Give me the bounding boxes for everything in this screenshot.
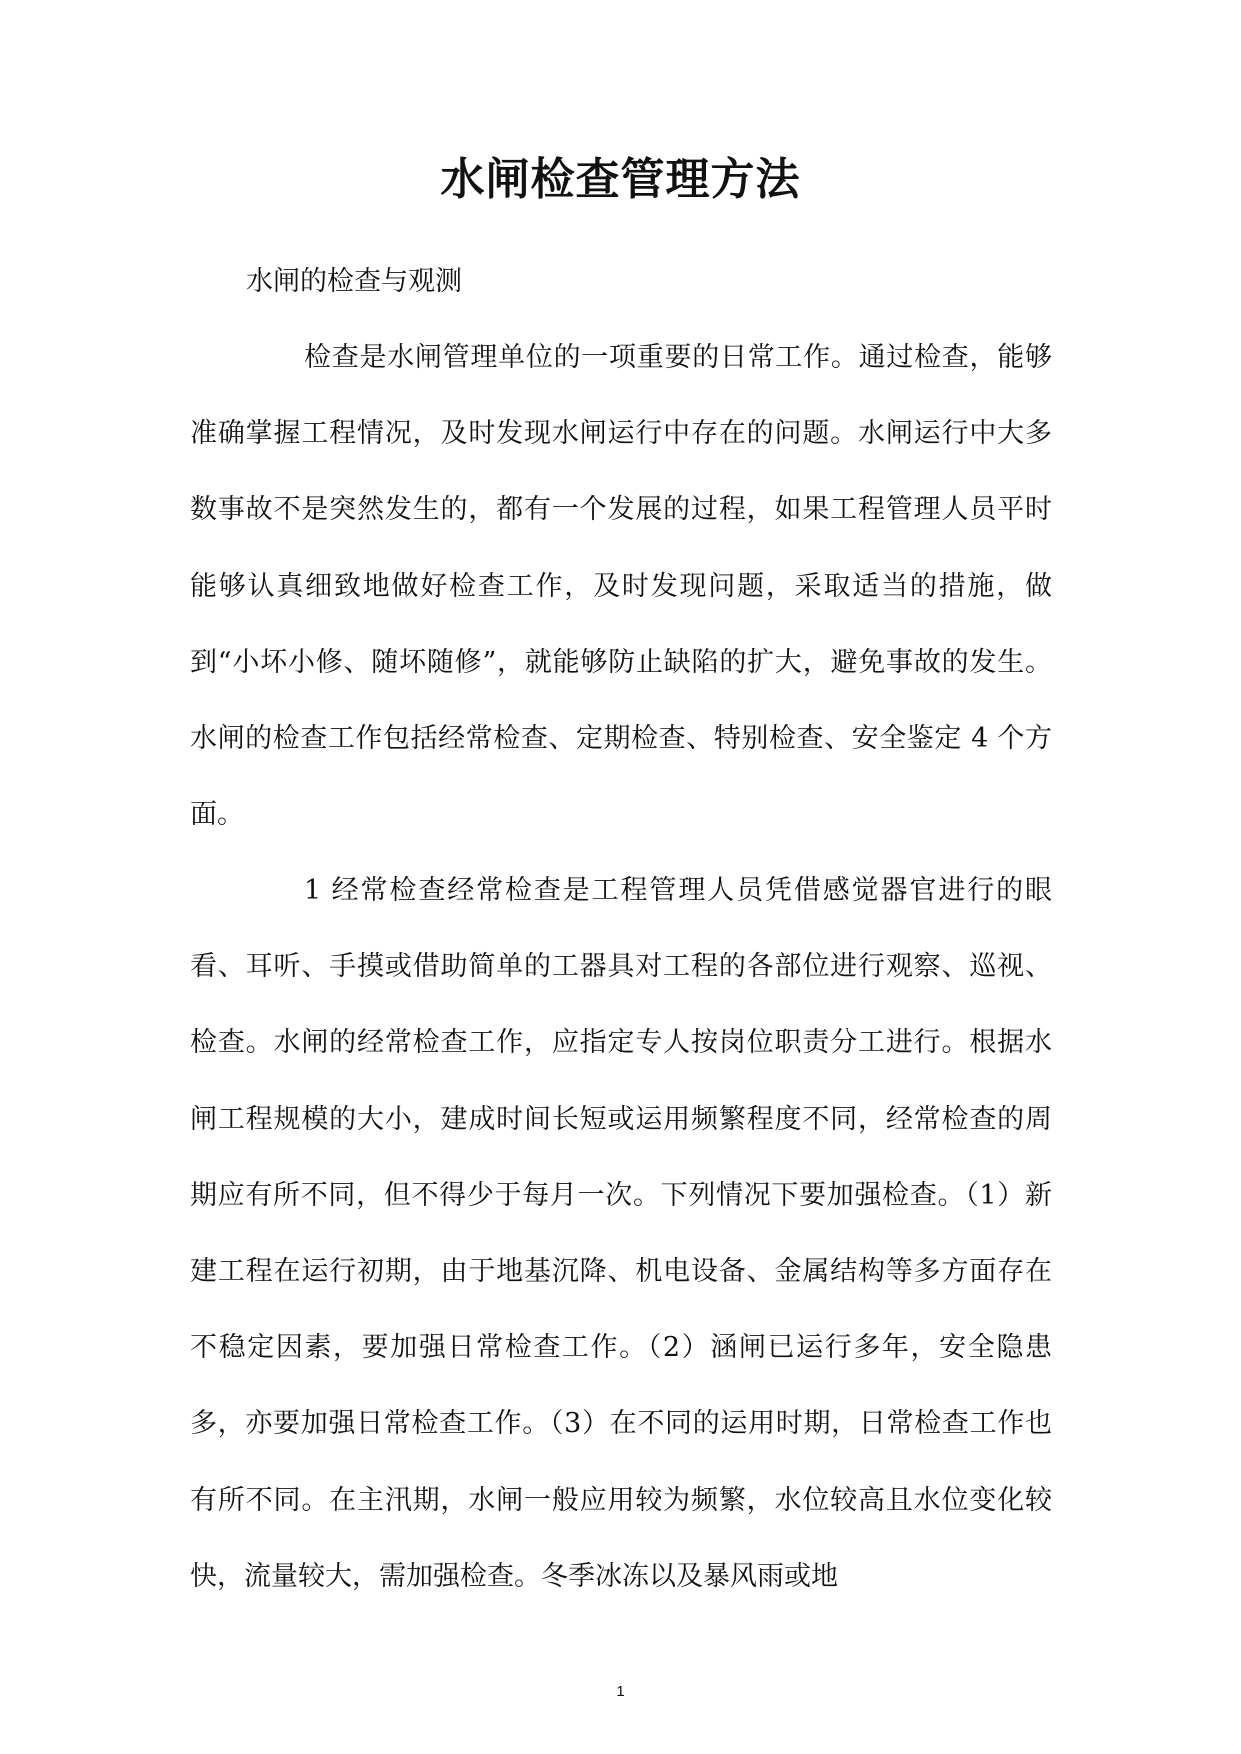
body-paragraph: 检查是水闸管理单位的一项重要的日常工作。通过检查，能够准确掌握工程情况，及时发现水闸运行中存在的问题。水闸运行中大多数事故不是突然发生的，都有一个发展的过程，如果工程管理人员平时能够认真细致地做好检查工作，及时发现问题，采取适当的措施，做到“小坏小修、随坏随修”，就能够防止缺陷的扩大，避免事故的发生。水闸的检查工作包括经常检查、定期检查、特别检查、安全鉴定 4 个方面。 [190,342,1052,831]
page-title: 水闸检查管理方法 [440,154,801,205]
section-heading: 水闸的检查与观测 [246,266,462,297]
body-paragraph: 1 经常检查经常检查是工程管理人员凭借感觉器官进行的眼看、耳听、手摸或借助简单的工器具对工程的各部位进行观察、巡视、检查。水闸的经常检查工作，应指定专人按岗位职责分工进行。根据水闸工程规模的大小，建成时间长短或运用频繁程度不同，经常检查的周期应有所不同，但不得少于每月一次。下列情况下要加强检查。（1）新建工程在运行初期，由于地基沉降、机电设备、金属结构等多方面存在不稳定因素，要加强日常检查工作。（2）涵闸已运行多年，安全隐患多，亦要加强日常检查工作。（3）在不同的运用时期，日常检查工作也有所不同。在主汛期，水闸一般应用较为频繁，水位较高且水位变化较快，流量较大，需加强检查。冬季冰冻以及暴风雨或地 [190,875,1052,1592]
page-number: 1 [616,1683,625,1700]
